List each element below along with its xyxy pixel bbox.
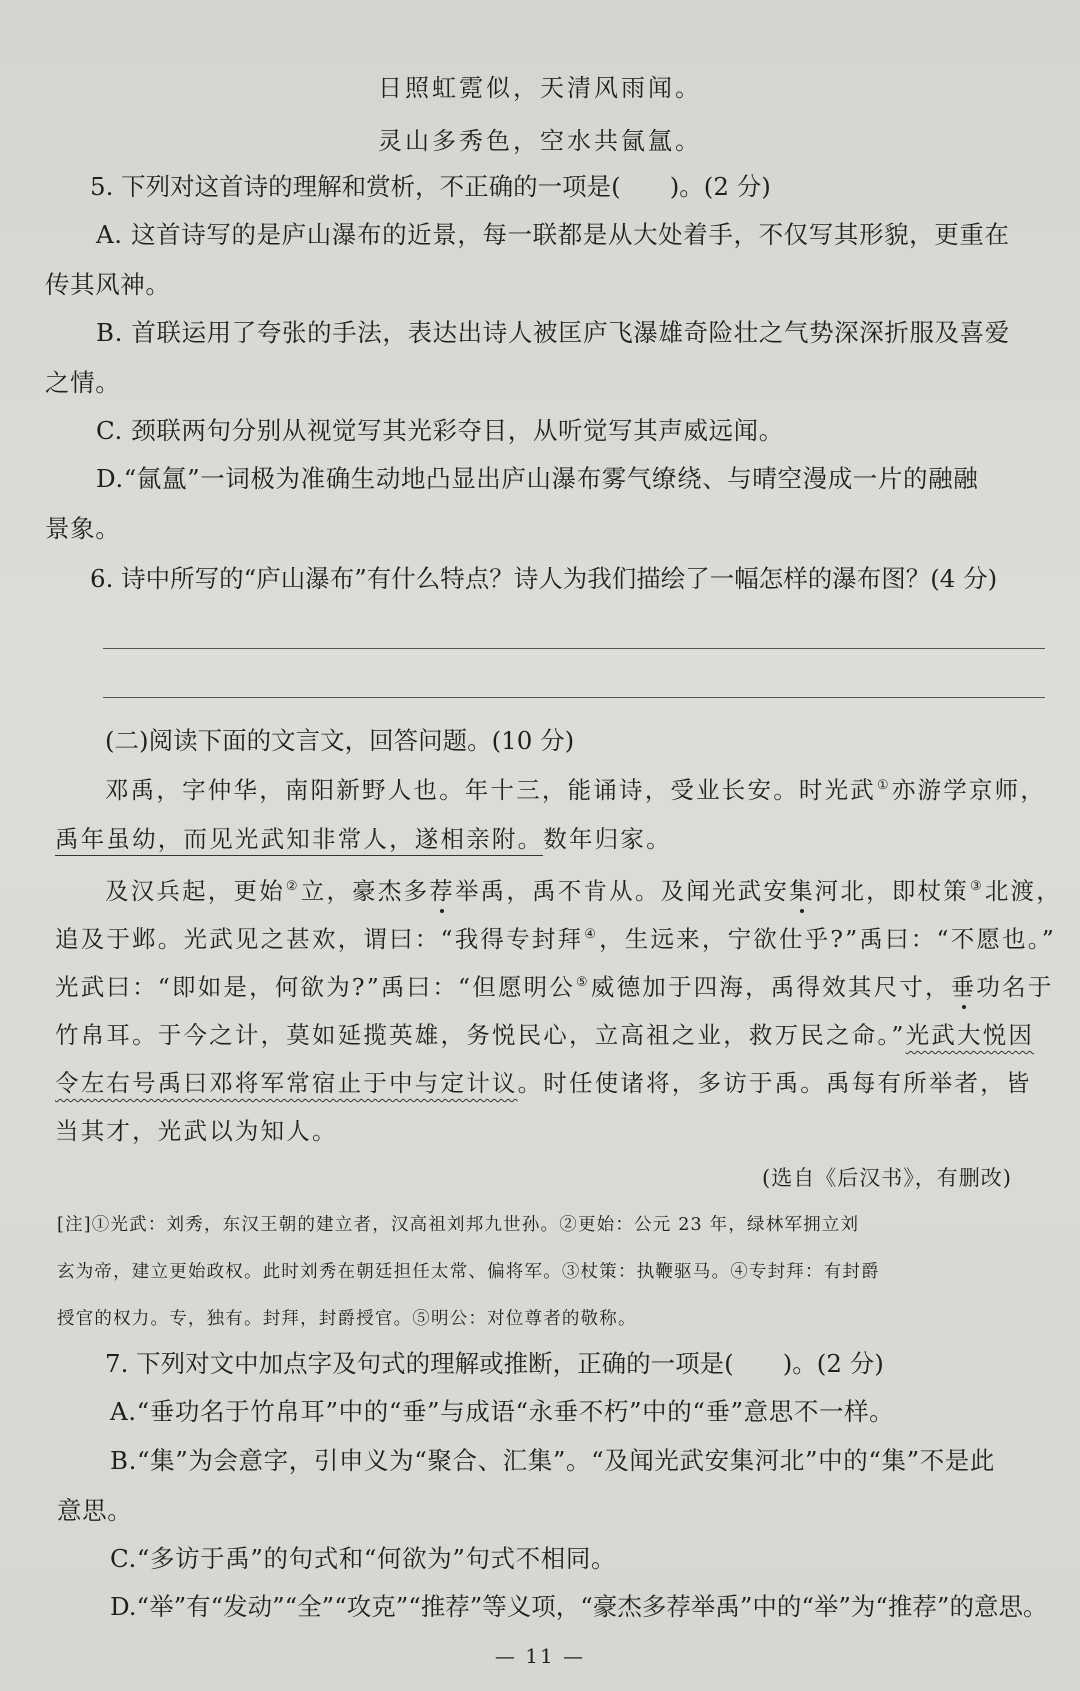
q7-option-b-line-2: 意思。 bbox=[57, 1496, 133, 1525]
poem-line-2: 灵山多秀色，空水共氤氲。 bbox=[378, 127, 702, 155]
text-span: 追及于邺。光武见之甚欢，谓曰：“我得专封拜 bbox=[55, 925, 584, 953]
text-span: 光武曰：“即如是，何欲为?”禹曰：“但愿明公 bbox=[55, 973, 576, 1001]
section-2-heading: (二)阅读下面的文言文，回答问题。(10 分) bbox=[105, 726, 575, 755]
underlined-sentence: 禹年虽幼，而见光武知非常人，遂相亲附。 bbox=[55, 825, 543, 856]
source-citation: (选自《后汉书》，有删改) bbox=[762, 1166, 1012, 1190]
dotted-char-ji: 集 bbox=[789, 877, 815, 905]
text-span: 河北，即杖策 bbox=[814, 877, 969, 905]
text-span: 数年归家。 bbox=[543, 825, 672, 853]
text-span: 竹帛耳。于今之计，莫如延揽英雄，务悦民心，立高祖之业，救万民之命。” bbox=[55, 1021, 906, 1049]
footnote-5-marker: ⑤ bbox=[576, 975, 590, 990]
q5-option-a-line-1: A. 这首诗写的是庐山瀑布的近景，每一联都是从大处着手，不仅写其形貌，更重在 bbox=[96, 220, 1010, 249]
footnote-3-marker: ③ bbox=[969, 879, 984, 894]
q5-option-d-line-2: 景象。 bbox=[45, 514, 121, 543]
q7-option-a: A.“垂功名于竹帛耳”中的“垂”与成语“永垂不朽”中的“垂”意思不一样。 bbox=[110, 1397, 895, 1426]
passage-p1-line-1 bbox=[105, 771, 1046, 805]
notes-line-2: 玄为帝，建立更始政权。此时刘秀在朝廷担任太常、偏将军。③杖策：执鞭驱马。④专封拜：有封爵 bbox=[57, 1262, 880, 1282]
text-span: 及汉兵起，更始 bbox=[105, 877, 285, 905]
text-span: ，生远来，宁欲仕乎?”禹曰：“不愿也。” bbox=[599, 925, 1056, 953]
q5-option-b-line-1: B. 首联运用了夸张的手法，表达出诗人被匡庐飞瀑雄奇险壮之气势深深折服及喜爱 bbox=[96, 318, 1010, 347]
passage-p2-line-4 bbox=[55, 1016, 1034, 1050]
text-span: 邓禹，字仲华，南阳新野人也。年十三，能诵诗，受业长安。时光武 bbox=[105, 776, 876, 804]
passage-p2-line-5 bbox=[55, 1064, 1032, 1098]
footnote-1-marker: ① bbox=[877, 778, 891, 793]
q5-option-b-line-2: 之情。 bbox=[45, 368, 121, 397]
notes-line-3: 授官的权力。专，独有。封拜，封爵授官。⑤明公：对位尊者的敬称。 bbox=[57, 1309, 637, 1329]
wavy-underlined-sentence: 令左右号禹曰邓将军常宿止于中与定计议 bbox=[55, 1069, 518, 1097]
q5-option-d-line-1: D.“氤氲”一词极为准确生动地凸显出庐山瀑布雾气缭绕、与晴空漫成一片的融融 bbox=[96, 464, 979, 493]
passage-p2-line-3 bbox=[55, 968, 1054, 1002]
poem-line-1: 日照虹霓似，天清风雨闻。 bbox=[378, 74, 702, 102]
question-6-stem: 6. 诗中所写的“庐山瀑布”有什么特点？诗人为我们描绘了一幅怎样的瀑布图？(4 分) bbox=[90, 564, 998, 593]
question-5-stem: 5. 下列对这首诗的理解和赏析，不正确的一项是( )。(2 分) bbox=[90, 172, 771, 201]
wavy-underlined-sentence: 光武大悦因 bbox=[905, 1021, 1035, 1049]
passage-p2-line-2 bbox=[55, 920, 1056, 954]
page-number: — 11 — bbox=[494, 1644, 586, 1668]
answer-line-2[interactable] bbox=[103, 697, 1045, 698]
dotted-char-chui: 垂 bbox=[950, 973, 977, 1001]
q7-option-c: C.“多访于禹”的句式和“何欲为”句式不相同。 bbox=[110, 1544, 617, 1573]
question-7-stem: 7. 下列对文中加点字及句式的理解或推断，正确的一项是( )。(2 分) bbox=[105, 1349, 884, 1378]
footnote-2-marker: ② bbox=[285, 879, 300, 894]
passage-p1-line-2 bbox=[55, 820, 672, 854]
text-span: 威德加于四海，禹得效其尺寸， bbox=[590, 973, 951, 1001]
passage-p2-line-1 bbox=[105, 872, 1062, 906]
text-span: 。时任使诸将，多访于禹。禹每有所举者，皆 bbox=[517, 1069, 1032, 1097]
notes-line-1: [注]①光武：刘秀，东汉王朝的建立者，汉高祖刘邦九世孙。②更始：公元 23 年，绿林军拥立刘 bbox=[57, 1215, 860, 1235]
text-span: 立，豪杰多 bbox=[300, 877, 430, 905]
dotted-char-jian: 荐 bbox=[429, 877, 455, 905]
footnote-4-marker: ④ bbox=[584, 927, 599, 942]
q5-option-a-line-2: 传其风神。 bbox=[45, 270, 171, 299]
text-span: 举禹，禹不肯从。及闻光武安 bbox=[454, 877, 790, 905]
q5-option-c: C. 颈联两句分别从视觉写其光彩夺目，从听觉写其声威远闻。 bbox=[96, 416, 784, 445]
answer-line-1[interactable] bbox=[103, 648, 1045, 649]
q7-option-d: D.“举”有“发动”“全”“攻克”“推荐”等义项，“豪杰多荐举禹”中的“举”为“推荐”的意思。 bbox=[110, 1592, 1048, 1621]
text-span: 北渡， bbox=[984, 877, 1062, 905]
text-span: 功名于 bbox=[976, 973, 1054, 1001]
text-span: 亦游学京师， bbox=[891, 776, 1047, 804]
passage-p2-line-6: 当其才，光武以为知人。 bbox=[55, 1117, 338, 1145]
q7-option-b-line-1: B.“集”为会意字，引申义为“聚合、汇集”。“及闻光武安集河北”中的“集”不是此 bbox=[110, 1446, 995, 1475]
